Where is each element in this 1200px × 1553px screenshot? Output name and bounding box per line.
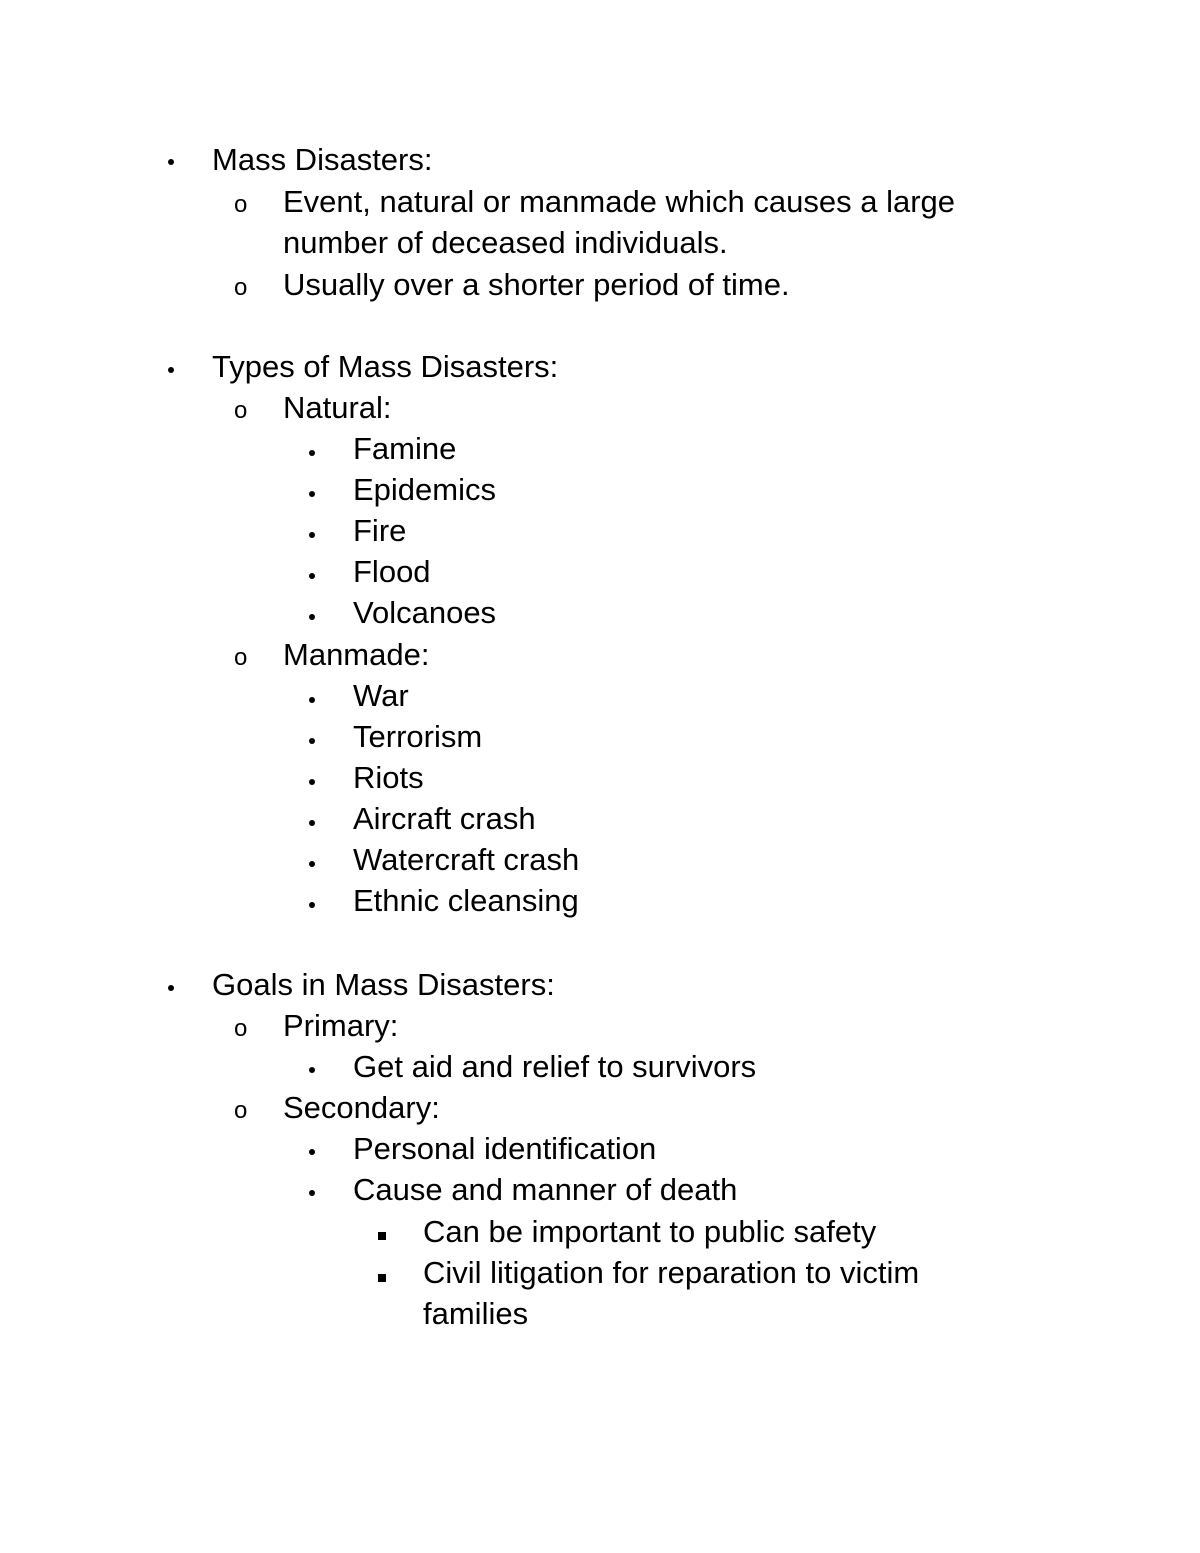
- section-heading: Goals in Mass Disasters:: [212, 967, 555, 1002]
- level4-bullet: [378, 1274, 386, 1282]
- level3-bullet: [309, 861, 315, 867]
- list-item: Famine: [353, 431, 457, 466]
- list-item: Cause and manner of death: [353, 1172, 738, 1207]
- level3-bullet: [309, 820, 315, 826]
- level3-bullet: [309, 902, 315, 908]
- level2-bullet: o: [234, 644, 248, 671]
- level1-bullet: [168, 985, 174, 991]
- list-item-continuation: number of deceased individuals.: [283, 225, 728, 260]
- list-item: Aircraft crash: [353, 801, 536, 836]
- level2-bullet: o: [234, 1015, 248, 1042]
- list-item: Volcanoes: [353, 595, 497, 630]
- level3-bullet: [309, 1190, 315, 1196]
- section-heading: Mass Disasters:: [212, 142, 433, 177]
- list-item: War: [353, 678, 409, 713]
- subsection-label: Natural:: [283, 390, 392, 425]
- list-item: Civil litigation for reparation to victim: [423, 1255, 920, 1290]
- subsection-label: Primary:: [283, 1008, 399, 1043]
- subsection-label: Secondary:: [283, 1090, 440, 1125]
- level2-bullet: o: [234, 274, 248, 301]
- list-item: Ethnic cleansing: [353, 883, 579, 918]
- level3-bullet: [309, 1067, 315, 1073]
- list-item: Flood: [353, 554, 431, 589]
- list-item: Get aid and relief to survivors: [353, 1049, 757, 1084]
- level1-bullet: [168, 159, 174, 165]
- level2-bullet: o: [234, 191, 248, 218]
- list-item: Personal identification: [353, 1131, 657, 1166]
- list-item: Can be important to public safety: [423, 1214, 877, 1249]
- list-item: Watercraft crash: [353, 842, 580, 877]
- level3-bullet: [309, 573, 315, 579]
- list-item-continuation: families: [423, 1296, 529, 1331]
- list-item: Usually over a shorter period of time.: [283, 267, 790, 302]
- level3-bullet: [309, 1149, 315, 1155]
- level3-bullet: [309, 450, 315, 456]
- level2-bullet: o: [234, 397, 248, 424]
- subsection-label: Manmade:: [283, 637, 430, 672]
- list-item: Riots: [353, 760, 424, 795]
- level4-bullet: [378, 1232, 386, 1240]
- level3-bullet: [309, 614, 315, 620]
- level3-bullet: [309, 697, 315, 703]
- section-heading: Types of Mass Disasters:: [212, 349, 559, 384]
- level3-bullet: [309, 738, 315, 744]
- list-item: Epidemics: [353, 472, 496, 507]
- list-item: Event, natural or manmade which causes a large: [283, 184, 956, 219]
- list-item: Fire: [353, 513, 407, 548]
- level1-bullet: [168, 367, 174, 373]
- list-item: Terrorism: [353, 719, 483, 754]
- level3-bullet: [309, 779, 315, 785]
- level2-bullet: o: [234, 1097, 248, 1124]
- level3-bullet: [309, 491, 315, 497]
- level3-bullet: [309, 532, 315, 538]
